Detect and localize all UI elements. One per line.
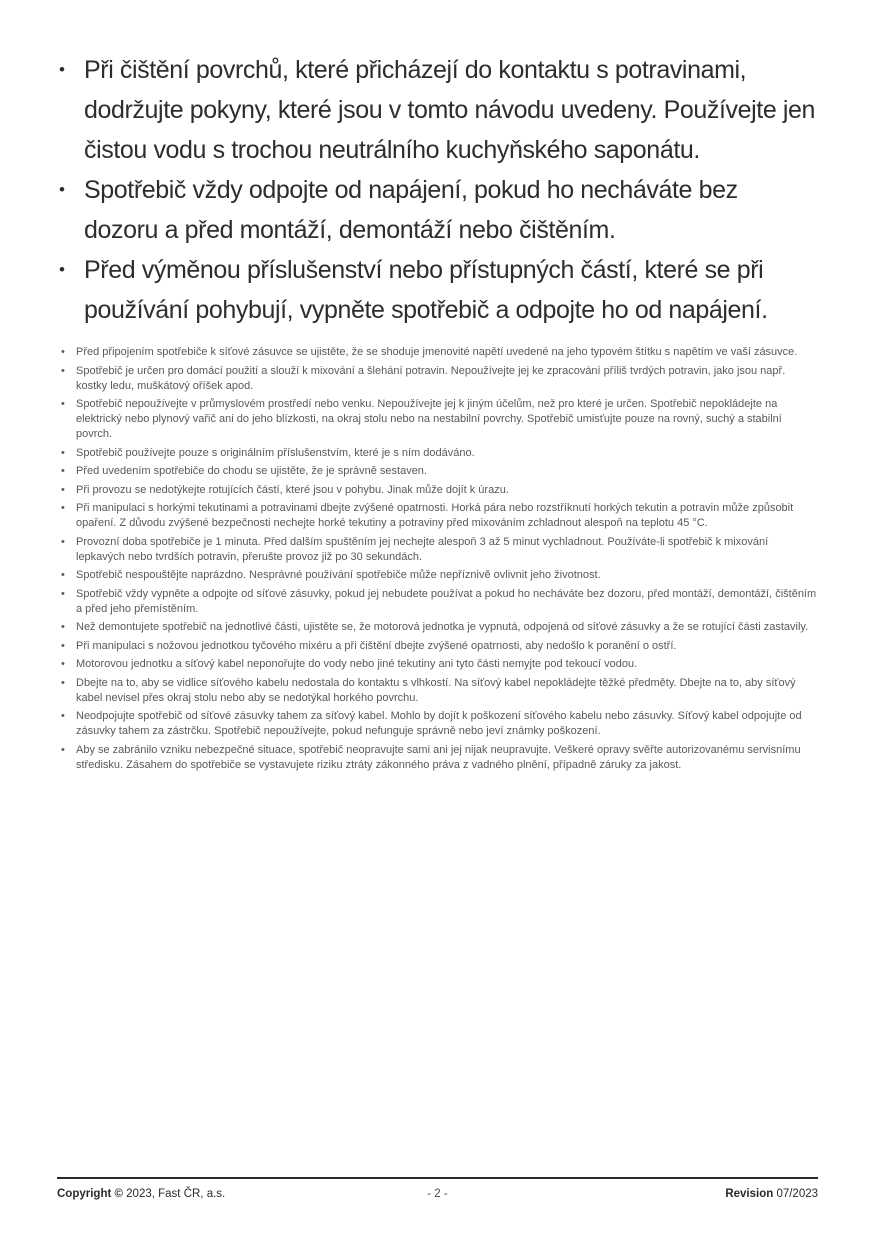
- list-item: [57, 50, 818, 170]
- bullet-icon: •: [61, 587, 65, 600]
- list-item: [57, 345, 818, 360]
- safety-instruction-text: Motorovou jednotku a síťový kabel neponořujte do vody nebo jiné tekutiny ani tyto části nemyjte pod tekoucí vodou.: [76, 658, 638, 670]
- safety-instruction-text: Při provozu se nedotýkejte rotujících částí, které jsou v pohybu. Jinak může dojít k úrazu.: [76, 483, 509, 496]
- safety-instruction-text: Spotřebič vždy vypněte a odpojte od síťové zásuvky, pokud jej nebudete používat a pokud ho necháváte bez dozoru, před montáží, demontáží, čištěním a před jeho přemístěním.: [76, 587, 817, 615]
- revision-text: [564, 1188, 818, 1200]
- list-item: [57, 639, 818, 654]
- list-item: [57, 620, 818, 635]
- list-item: [57, 483, 818, 498]
- footer-divider: [57, 1177, 818, 1179]
- bullet-icon: •: [59, 60, 65, 79]
- page-footer: [57, 1188, 818, 1200]
- safety-instruction-text: Neodpojujte spotřebič od síťové zásuvky tahem za síťový kabel. Mohlo by dojít k poškození síťového kabelu nebo zásuvky. Síťový kabel odpojujte od zásuvky tahem za zástrčku. Spotřebič nepoužívejte, pokud nefunguje správně nebo jeví známky poškození.: [76, 710, 802, 737]
- page-number: - 2 -: [427, 1188, 448, 1200]
- revision-value: 07/2023: [773, 1188, 819, 1200]
- list-item: [57, 743, 818, 773]
- list-item: [57, 397, 818, 442]
- list-item: [57, 709, 818, 739]
- bullet-icon: •: [61, 535, 65, 548]
- list-item: [57, 446, 818, 461]
- copyright-value: 2023, Fast ČR, a.s.: [122, 1188, 226, 1200]
- safety-instructions-list: [57, 345, 818, 773]
- bullet-icon: •: [61, 465, 65, 477]
- bullet-icon: •: [61, 639, 65, 652]
- safety-instruction-text: Aby se zabránilo vzniku nebezpečné situace, spotřebič neopravujte sami ani jej nijak neupravujte. Veškeré opravy svěřte autorizovanému servisnímu středisku. Zásahem do spotřebiče se vystavujete riziku ztráty zákonného práva z vadného plnění, případně záruky za jakost.: [76, 743, 801, 771]
- bullet-icon: •: [61, 502, 65, 514]
- safety-highlight-text: Spotřebič vždy odpojte od napájení, pokud ho necháváte bez dozoru a před montáží, demontáží nebo čištěním.: [84, 176, 738, 244]
- page-content: [57, 0, 818, 776]
- safety-instruction-text: Spotřebič nepoužívejte v průmyslovém prostředí nebo venku. Nepoužívejte jej k jiným účelům, než pro které je určen. Spotřebič nepokládejte na elektrický nebo plynový vařič ani do jeho blízkosti, na okraj stolu nebo na nestabilní povrchy. Spotřebič umisťujte pouze na rovný, suchý a stabilní povrch.: [76, 398, 782, 440]
- list-item: [57, 587, 818, 617]
- copyright-label: Copyright ©: [57, 1188, 123, 1200]
- safety-highlight-text: Před výměnou příslušenství nebo přístupných částí, které se při používání pohybují, vypněte spotřebič a odpojte ho od napájení.: [84, 256, 768, 324]
- bullet-icon: •: [61, 621, 65, 633]
- list-item: [57, 657, 818, 672]
- bullet-icon: •: [61, 346, 65, 358]
- safety-highlight-text: Při čištění povrchů, které přicházejí do kontaktu s potravinami, dodržujte pokyny, které jsou v tomto návodu uvedeny. Používejte jen čistou vodu s trochou neutrálního kuchyňského saponátu.: [84, 56, 816, 164]
- bullet-icon: •: [61, 446, 65, 459]
- safety-instruction-text: Při manipulaci s horkými tekutinami a potravinami dbejte zvýšené opatrnosti. Horká pára nebo rozstříknutí horkých tekutin a potravin může způsobit opaření. Z důvodu zvýšené bezpečnosti nechejte horké tekutiny a potraviny před mixováním zchladnout alespoň na teplotu 45 °C.: [76, 502, 794, 529]
- safety-instruction-text: Spotřebič nespouštějte naprázdno. Nesprávné používání spotřebiče může nepříznivě ovlivnit jeho životnost.: [76, 569, 601, 581]
- bullet-icon: •: [61, 743, 65, 756]
- list-item: [57, 501, 818, 531]
- bullet-icon: •: [59, 180, 65, 199]
- list-item: [57, 170, 818, 250]
- bullet-icon: •: [61, 364, 65, 377]
- safety-instruction-text: Než demontujete spotřebič na jednotlivé části, ujistěte se, že motorová jednotka je vypnutá, odpojená od síťové zásuvky a že se rotující části zastavily.: [76, 621, 809, 633]
- bullet-icon: •: [61, 658, 65, 670]
- revision-label: Revision: [725, 1188, 774, 1200]
- bullet-icon: •: [61, 398, 65, 410]
- safety-instruction-text: Spotřebič používejte pouze s originálním příslušenstvím, které je s ním dodáváno.: [76, 446, 475, 459]
- bullet-icon: •: [61, 483, 65, 496]
- safety-instruction-text: Provozní doba spotřebiče je 1 minuta. Před dalším spuštěním jej nechejte alespoň 3 až 5 minut vychladnout. Používáte-li spotřebič k mixování lepkavých nebo tvrdších potravin, přerušte provoz již po 30 sekundách.: [76, 535, 769, 563]
- safety-instruction-text: Při manipulaci s nožovou jednotkou tyčového mixéru a při čištění dbejte zvýšené opatrnosti, aby nedošlo k poranění o ostří.: [76, 639, 677, 652]
- safety-highlight-list: [57, 50, 818, 330]
- safety-instruction-text: Spotřebič je určen pro domácí použití a slouží k mixování a šlehání potravin. Nepoužívejte jej ke zpracování příliš tvrdých potravin, jako jsou např. kostky ledu, muškátový oříšek apod.: [76, 364, 786, 392]
- list-item: [57, 364, 818, 394]
- list-item: [57, 568, 818, 583]
- bullet-icon: •: [61, 569, 65, 581]
- bullet-icon: •: [61, 676, 65, 689]
- safety-instruction-text: Před připojením spotřebiče k síťové zásuvce se ujistěte, že se shoduje jmenovité napětí uvedené na jeho typovém štítku s napětím ve vaší zásuvce.: [76, 346, 798, 358]
- bullet-icon: •: [61, 710, 65, 722]
- list-item: [57, 464, 818, 479]
- list-item: [57, 535, 818, 565]
- copyright-text: [57, 1188, 311, 1200]
- safety-instruction-text: Před uvedením spotřebiče do chodu se ujistěte, že je správně sestaven.: [76, 465, 427, 477]
- safety-instruction-text: Dbejte na to, aby se vidlice síťového kabelu nedostala do kontaktu s vlhkostí. Na síťový kabel nepokládejte těžké předměty. Dbejte na to, aby síťový kabel nevisel přes okraj stolu nebo aby se nedotýkal horkého povrchu.: [76, 676, 796, 704]
- bullet-icon: •: [59, 260, 65, 279]
- list-item: [57, 250, 818, 330]
- list-item: [57, 676, 818, 706]
